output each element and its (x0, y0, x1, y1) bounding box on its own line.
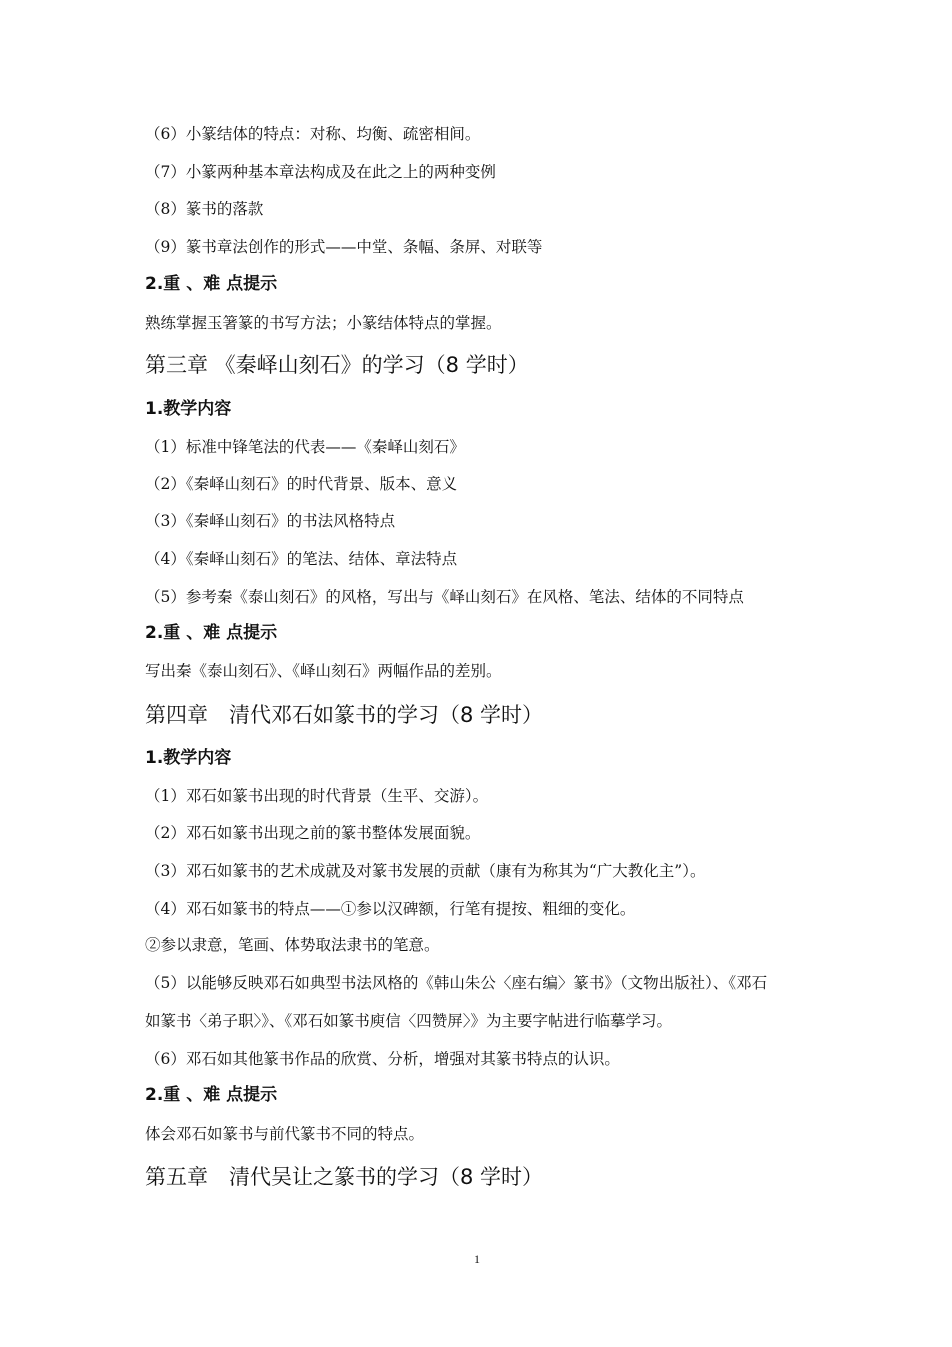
list-item: （4）邓石如篆书的特点——①参以汉碑额，行笔有提按、粗细的变化。 (145, 900, 636, 918)
list-item: （5）参考秦《泰山刻石》的风格，写出与《峄山刻石》在风格、笔法、结体的不同特点 (145, 588, 744, 606)
paragraph: 写出秦《泰山刻石》、《峄山刻石》两幅作品的差别。 (145, 662, 502, 680)
list-item: （4）《秦峄山刻石》的笔法、结体、章法特点 (145, 550, 458, 568)
list-item: （9）篆书章法创作的形式——中堂、条幅、条屏、对联等 (145, 238, 543, 256)
section-heading: 2.重 、难 点提示 (145, 1085, 278, 1105)
list-item: （3）《秦峄山刻石》的书法风格特点 (145, 512, 396, 530)
paragraph: 体会邓石如篆书与前代篆书不同的特点。 (145, 1125, 425, 1143)
list-item: 如篆书〈弟子职〉》、《邓石如篆书庾信〈四赞屏〉》为主要字帖进行临摹学习。 (145, 1012, 673, 1030)
list-item: （2）邓石如篆书出现之前的篆书整体发展面貌。 (145, 824, 481, 842)
list-item: （7）小篆两种基本章法构成及在此之上的两种变例 (145, 163, 496, 181)
list-item: ②参以隶意，笔画、体势取法隶书的笔意。 (145, 936, 440, 954)
list-item: （2）《秦峄山刻石》的时代背景、版本、意义 (145, 475, 458, 493)
section-heading: 1.教学内容 (145, 399, 232, 419)
chapter-title: 第三章 《秦峄山刻石》的学习（8 学时） (145, 353, 529, 377)
list-item: （5）以能够反映邓石如典型书法风格的《韩山朱公〈座右编〉篆书》（文物出版社）、《邓石 (145, 974, 768, 992)
section-heading: 2.重 、难 点提示 (145, 274, 278, 294)
list-item: （6）小篆结体的特点：对称、均衡、疏密相间。 (145, 125, 481, 143)
list-item: （3）邓石如篆书的艺术成就及对篆书发展的贡献（康有为称其为“广大教化主”）。 (145, 862, 706, 880)
list-item: （8）篆书的落款 (145, 200, 264, 218)
paragraph: 熟练掌握玉箸篆的书写方法；小篆结体特点的掌握。 (145, 314, 502, 332)
section-heading: 1.教学内容 (145, 748, 232, 768)
page-number: 1 (474, 1252, 480, 1266)
list-item: （1）标准中锋笔法的代表——《秦峄山刻石》 (145, 438, 465, 456)
section-heading: 2.重 、难 点提示 (145, 623, 278, 643)
list-item: （1）邓石如篆书出现的时代背景（生平、交游）。 (145, 787, 489, 805)
list-item: （6）邓石如其他篆书作品的欣赏、分析，增强对其篆书特点的认识。 (145, 1050, 620, 1068)
chapter-title: 第五章 清代吴让之篆书的学习（8 学时） (145, 1165, 544, 1189)
chapter-title: 第四章 清代邓石如篆书的学习（8 学时） (145, 703, 544, 727)
